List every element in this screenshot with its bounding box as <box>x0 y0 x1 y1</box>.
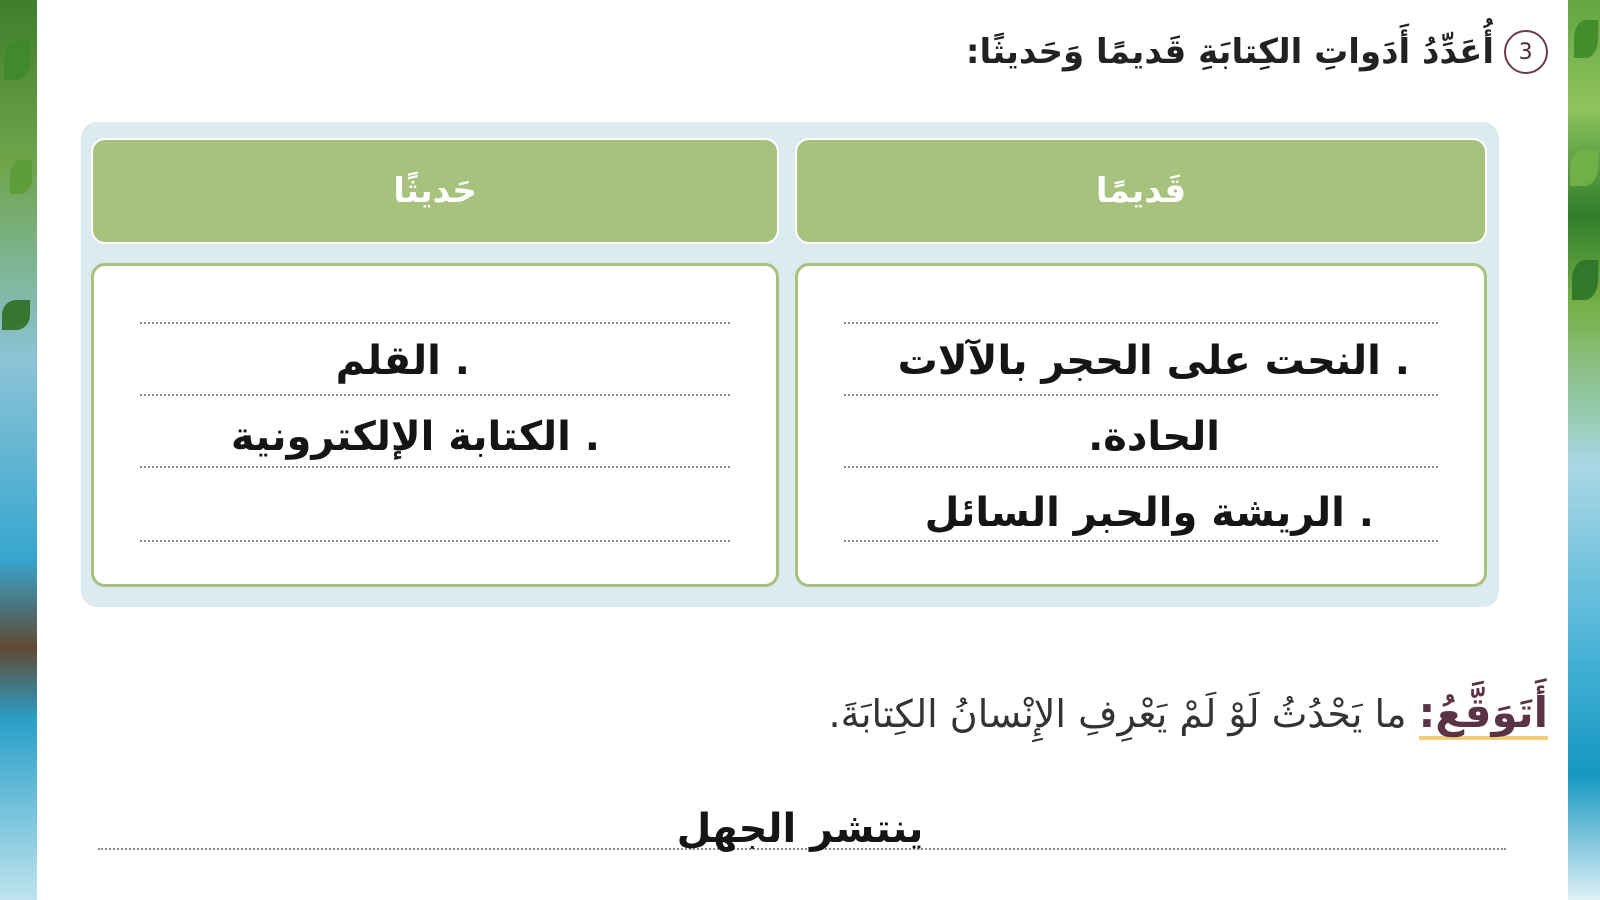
old-answer-2: الحادة. <box>1088 414 1220 460</box>
old-tools-cell[interactable] <box>795 263 1487 587</box>
leaf-decoration <box>1570 150 1598 186</box>
prediction-label: أَتَوَقَّعُ: <box>1419 690 1549 740</box>
left-decorative-strip <box>0 0 37 900</box>
prediction-question: ما يَحْدُثُ لَوْ لَمْ يَعْرِفِ الإِنْسانُ الكِتابَةَ. <box>828 692 1407 736</box>
question-header <box>966 30 1548 74</box>
dotted-line <box>140 466 730 468</box>
dotted-line <box>844 466 1438 468</box>
prediction-prompt <box>829 690 1548 740</box>
answer-table <box>81 122 1499 607</box>
dotted-line <box>140 540 730 542</box>
modern-answer-1: . القلم <box>335 338 470 384</box>
modern-answer-2: . الكتابة الإلكترونية <box>230 414 600 460</box>
leaf-decoration <box>10 160 32 194</box>
old-answer-1: . النحت على الحجر بالآلات <box>897 338 1410 384</box>
question-number-badge <box>1495 21 1557 83</box>
right-decorative-strip <box>1568 0 1600 900</box>
dotted-line <box>844 322 1438 324</box>
dotted-line <box>140 322 730 324</box>
leaf-decoration <box>1572 260 1598 300</box>
question-text: أُعَدِّدُ أَدَواتِ الكِتابَةِ قَديمًا وَحَديثًا: <box>965 32 1494 72</box>
dotted-line <box>140 394 730 396</box>
modern-tools-cell[interactable] <box>91 263 779 587</box>
leaf-decoration <box>2 300 30 330</box>
dotted-line <box>844 394 1438 396</box>
header-modern: حَديثًا <box>91 138 779 244</box>
question-number: 3 <box>1519 39 1533 65</box>
leaf-decoration <box>4 40 30 80</box>
leaf-decoration <box>1574 20 1598 58</box>
prediction-answer[interactable]: ينتشر الجهل <box>676 806 924 852</box>
dotted-line <box>844 540 1438 542</box>
header-old: قَديمًا <box>795 138 1487 244</box>
old-answer-3: . الريشة والحبر السائل <box>924 490 1374 536</box>
